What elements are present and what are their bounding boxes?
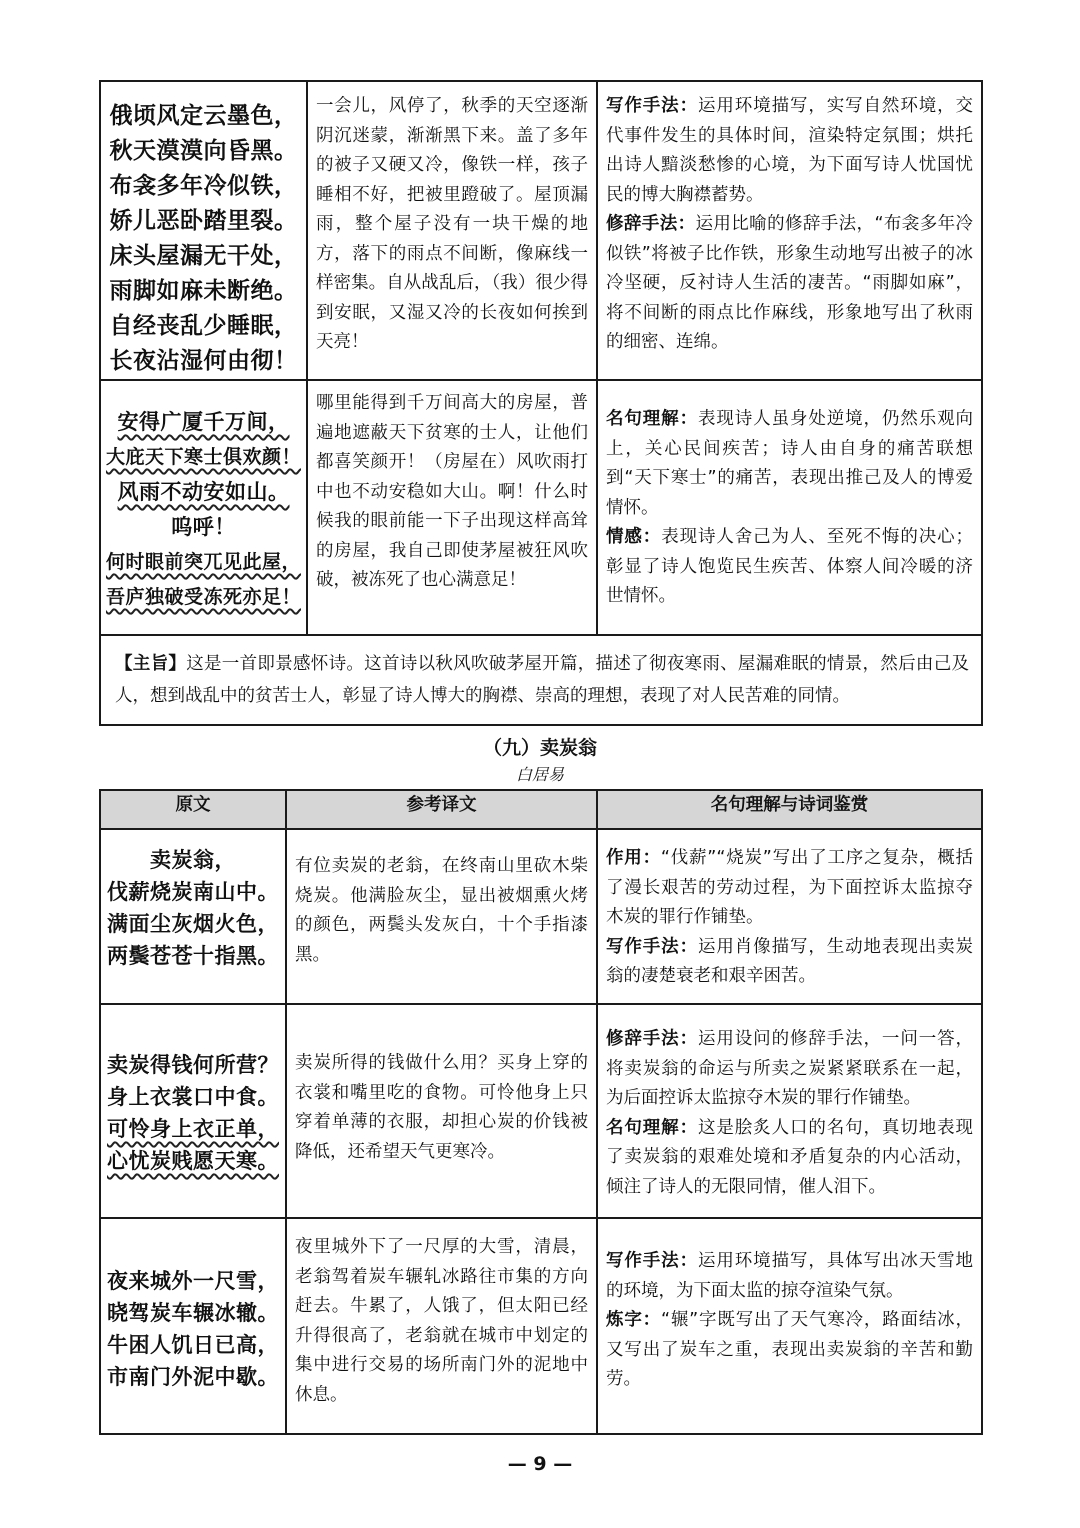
original-cell: [100, 1218, 286, 1434]
note-text: “辗”字既写出了天气寒冷，路面结冰，又写出了炭车之重，表现出卖炭翁的辛苦和勤劳。: [606, 1310, 974, 1389]
note-label: 写作手法：: [606, 936, 698, 957]
translation-cell: [307, 81, 597, 380]
verse-line: 可怜身上衣正单，: [107, 1117, 279, 1141]
original-cell: [100, 1004, 286, 1218]
verse-line: 身上衣裳口中食。: [107, 1085, 279, 1109]
note-label: 名句理解：: [606, 1117, 698, 1138]
verse-line: 卖炭得钱何所营？: [107, 1053, 279, 1077]
table-row: [100, 829, 982, 1004]
summary: [101, 636, 981, 724]
translation-cell: [286, 1004, 597, 1218]
note-text: “伐薪”“烧炭”写出了工序之复杂，概括了漫长艰苦的劳动过程，为下面控诉太监掠夺木炭的罪行作铺垫。: [606, 848, 974, 927]
notes-cell: [597, 1218, 982, 1434]
note-label: 名句理解：: [606, 409, 698, 429]
notes-cell: [597, 829, 982, 1004]
page-number: — 9 —: [507, 1453, 573, 1475]
translation-text: 有位卖炭的老翁，在终南山里砍木柴烧炭。他满脸灰尘，显出被烟熏火烤的颜色，两鬓头发灰白，十个手指漆黑。: [295, 856, 588, 965]
verse-line: 呜呼！: [171, 515, 236, 539]
translation-cell: [286, 1218, 597, 1434]
verse-line: 秋天漠漠向昏黑。: [109, 138, 298, 164]
verse-line: 心忧炭贱愿天寒。: [107, 1149, 279, 1173]
verse-line: 两鬓苍苍十指黑。: [107, 944, 279, 968]
section-title: （九）卖炭翁: [482, 737, 597, 759]
verse-line: 长夜沾湿何由彻！: [109, 348, 298, 374]
author: 白居易: [515, 765, 564, 784]
translation-text: 夜里城外下了一尺厚的大雪，清晨，老翁驾着炭车辗轧冰路往市集的方向赶去。牛累了，人饿了，但太阳已经升得很高了，老翁就在城市中划定的集中进行交易的场所南门外的泥地中休息。: [295, 1237, 588, 1405]
verse-line: 雨脚如麻未断绝。: [109, 278, 298, 304]
original-verse: [101, 381, 306, 615]
poem2-table: [99, 789, 983, 1435]
note-text: 表现诗人舍己为人、至死不悔的决心；彰显了诗人饱览民生疾苦、体察人间冷暖的济世情怀。: [606, 527, 974, 606]
note-text: 运用设问的修辞手法，一问一答，将卖炭翁的命运与所卖之炭紧紧联系在一起，为后面控诉太监掠夺木炭的罪行作铺垫。: [606, 1029, 974, 1108]
verse-line: 牛困人饥日已高，: [107, 1333, 279, 1357]
verse-line: 何时眼前突兀见此屋，: [105, 551, 301, 573]
original-verse: [101, 1005, 285, 1177]
translation-cell: [286, 829, 597, 1004]
note-label: 修辞手法：: [606, 1029, 698, 1049]
table-row: [100, 380, 982, 635]
notes: [598, 830, 981, 992]
header-original: 原文: [100, 790, 286, 829]
verse-line: 大庇天下寒士俱欢颜！: [105, 446, 301, 468]
note-text: 表现诗人虽身处逆境，仍然乐观向上，关心民间疾苦；诗人由自身的痛苦联想到“天下寒士”的痛苦，表现出推己及人的博爱情怀。: [606, 409, 974, 518]
table-row: [100, 1004, 982, 1218]
note-text: 运用环境描写，实写自然环境，交代事件发生的具体时间，渲染特定氛围；烘托出诗人黯淡愁惨的心境，为下面写诗人忧国忧民的博大胸襟蓄势。: [606, 96, 974, 205]
verse-line: 娇儿恶卧踏里裂。: [109, 208, 298, 234]
verse-line: 风雨不动安如山。: [117, 480, 290, 504]
verse-line: 自经丧乱少睡眠，: [109, 313, 298, 339]
original-verse: [101, 82, 306, 379]
note-label: 作用：: [606, 848, 661, 868]
note-label: 写作手法：: [606, 96, 698, 116]
verse-line: 夜来城外一尺雪，: [107, 1269, 279, 1293]
table-row: [100, 81, 982, 380]
translation-cell: [307, 380, 597, 635]
notes: [598, 1005, 981, 1202]
poem1-table: [99, 80, 983, 726]
notes-cell: [597, 81, 982, 380]
verse-line: 伐薪烧炭南山中。: [107, 880, 279, 904]
original-cell: [100, 81, 307, 380]
note-text: 运用环境描写，具体写出冰天雪地的环境，为下面太监的掠夺渲染气氛。: [606, 1251, 974, 1301]
table-row: [100, 1218, 982, 1434]
verse-line: 满面尘灰烟火色，: [107, 912, 279, 936]
notes-cell: [597, 1004, 982, 1218]
verse-line: 吾庐独破受冻死亦足！: [105, 586, 301, 608]
header-translation: 参考译文: [286, 790, 597, 829]
note-text: 这是脍炙人口的名句，真切地表现了卖炭翁的艰难处境和矛盾复杂的内心活动，倾注了诗人的无限同情，催人泪下。: [606, 1117, 974, 1197]
notes-cell: [597, 380, 982, 635]
verse-line: 卖炭翁，: [150, 848, 236, 872]
notes: [598, 82, 981, 358]
summary-row: [100, 635, 982, 725]
summary-label: 【主旨】: [115, 654, 187, 674]
note-label: 情感：: [606, 527, 662, 547]
summary-cell: [100, 635, 982, 725]
notes: [598, 381, 981, 612]
verse-line: 晓驾炭车辗冰辙。: [107, 1301, 279, 1325]
note-text: 运用比喻的修辞手法，“布衾多年冷似铁”将被子比作铁，形象生动地写出被子的冰冷坚硬，反衬诗人生活的凄苦。“雨脚如麻”，将不间断的雨点比作麻线，形象地写出了秋雨的细密、连绵。: [606, 214, 973, 352]
translation-text: 哪里能得到千万间高大的房屋，普遍地遮蔽天下贫寒的士人，让他们都喜笑颜开！（房屋在）风吹雨打中也不动安稳如大山。啊！什么时候我的眼前能一下子出现这样高耸的房屋，我自己即使茅屋被狂风吹破，被冻死了也心满意足！: [316, 393, 588, 590]
note-label: 写作手法：: [606, 1251, 698, 1271]
original-verse: [101, 830, 285, 972]
verse-line: 俄顷风定云墨色，: [109, 103, 298, 129]
note-label: 修辞手法：: [606, 214, 696, 234]
verse-line: 布衾多年冷似铁，: [109, 173, 298, 199]
summary-text: 这是一首即景感怀诗。这首诗以秋风吹破茅屋开篇，描述了彻夜寒雨、屋漏难眠的情景，然后由己及人，想到战乱中的贫苦士人，彰显了诗人博大的胸襟、崇高的理想，表现了对人民苦难的同情。: [115, 654, 970, 706]
translation-text: 卖炭所得的钱做什么用？买身上穿的衣裳和嘴里吃的食物。可怜他身上只穿着单薄的衣服，却担心炭的价钱被降低，还希望天气更寒冷。: [295, 1053, 588, 1162]
note-label: 炼字：: [606, 1310, 661, 1330]
table-header: [100, 790, 982, 829]
original-cell: [100, 380, 307, 635]
original-verse: [101, 1219, 285, 1393]
notes: [598, 1219, 981, 1395]
verse-line: 市南门外泥中歇。: [107, 1365, 279, 1389]
note-text: 运用肖像描写，生动地表现出卖炭翁的凄楚衰老和艰辛困苦。: [606, 936, 974, 986]
verse-line: 床头屋漏无干处，: [109, 243, 298, 269]
translation-text: 一会儿，风停了，秋季的天空逐渐阴沉迷蒙，渐渐黑下来。盖了多年的被子又硬又冷，像铁一样，孩子睡相不好，把被里蹬破了。屋顶漏雨，整个屋子没有一块干燥的地方，落下的雨点不间断，像麻线一样密集。自从战乱后，（我）很少得到安眠，又湿又冷的长夜如何挨到天亮！: [316, 96, 588, 352]
original-cell: [100, 829, 286, 1004]
header-appreciation: 名句理解与诗词鉴赏: [597, 790, 982, 829]
verse-line: 安得广厦千万间，: [117, 410, 290, 434]
